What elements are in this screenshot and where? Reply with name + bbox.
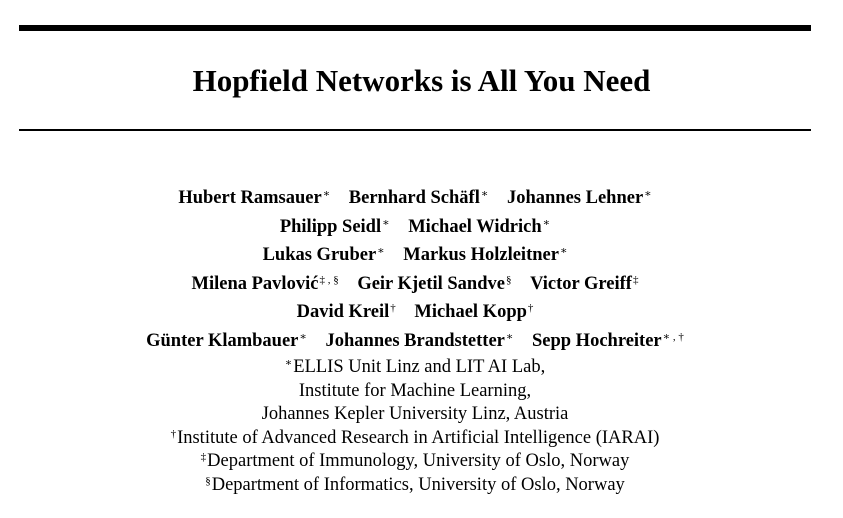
affiliation-mark: †: [390, 302, 396, 314]
affiliation-mark: §: [205, 474, 211, 487]
author-name: Johannes Brandstetter∗: [325, 330, 514, 351]
affiliation-mark: ‡: [632, 273, 639, 286]
affiliation-mark: ∗: [505, 330, 514, 343]
affiliation-line: Johannes Kepler University Linz, Austria: [261, 404, 569, 425]
affiliation-mark: ∗: [377, 245, 385, 257]
author-name: Michael Kopp†: [414, 302, 534, 322]
top-rule: [19, 25, 811, 31]
affiliation-mark: ‡ , §: [319, 273, 339, 286]
affiliation-mark: ∗: [644, 188, 652, 200]
author-line: [0, 184, 830, 213]
affiliation-mark: ∗: [299, 330, 307, 343]
author-name: Johannes Lehner∗: [506, 188, 652, 208]
affiliation-mark: †: [170, 427, 177, 440]
affiliation-line: ∗ELLIS Unit Linz and LIT AI Lab,: [284, 357, 546, 377]
affiliation-mark: ∗ , †: [662, 330, 684, 343]
affiliation-line: †Institute of Advanced Research in Artificial Intelligence (IARAI): [170, 427, 660, 448]
author-name: Markus Holzleitner∗: [403, 245, 568, 265]
author-name: Milena Pavlović‡ , §: [191, 273, 339, 294]
author-name: Michael Widrich∗: [408, 216, 551, 237]
paper-title: Hopfield Networks is All You Need: [192, 63, 651, 98]
affiliation-list: [0, 356, 830, 498]
author-name: David Kreil†: [296, 302, 396, 322]
author-line: [0, 241, 830, 270]
affiliation-mark: ∗: [382, 216, 390, 229]
affiliation-mark: §: [505, 273, 512, 286]
author-line: [0, 327, 830, 356]
affiliation-mark: †: [527, 302, 534, 314]
author-name: Philipp Seidl∗: [279, 216, 390, 237]
author-name: Hubert Ramsauer∗: [178, 188, 331, 208]
affiliation-line: §Department of Informatics, University of Oslo, Norway: [205, 474, 625, 495]
author-name: Lukas Gruber∗: [262, 245, 385, 265]
affiliation-mark: ∗: [480, 188, 489, 200]
author-line: [0, 213, 830, 242]
title-bottom-rule: [19, 129, 811, 131]
author-name: Geir Kjetil Sandve§: [357, 273, 512, 294]
author-name: Victor Greiff‡: [530, 273, 639, 294]
affiliation-mark: ∗: [284, 357, 293, 369]
affiliation-mark: ∗: [559, 245, 568, 257]
affiliation-line: ‡Department of Immunology, University of Oslo, Norway: [200, 451, 630, 472]
author-line: [0, 270, 830, 299]
author-line: [0, 298, 830, 327]
author-name: Sepp Hochreiter∗ , †: [531, 330, 684, 351]
author-list: [0, 184, 830, 355]
affiliation-mark: ∗: [542, 216, 551, 229]
author-name: Günter Klambauer∗: [146, 330, 307, 351]
affiliation-mark: ∗: [322, 188, 331, 200]
author-name: Bernhard Schäfl∗: [348, 188, 489, 208]
affiliation-mark: ‡: [200, 451, 207, 464]
affiliation-line: Institute for Machine Learning,: [298, 380, 532, 401]
